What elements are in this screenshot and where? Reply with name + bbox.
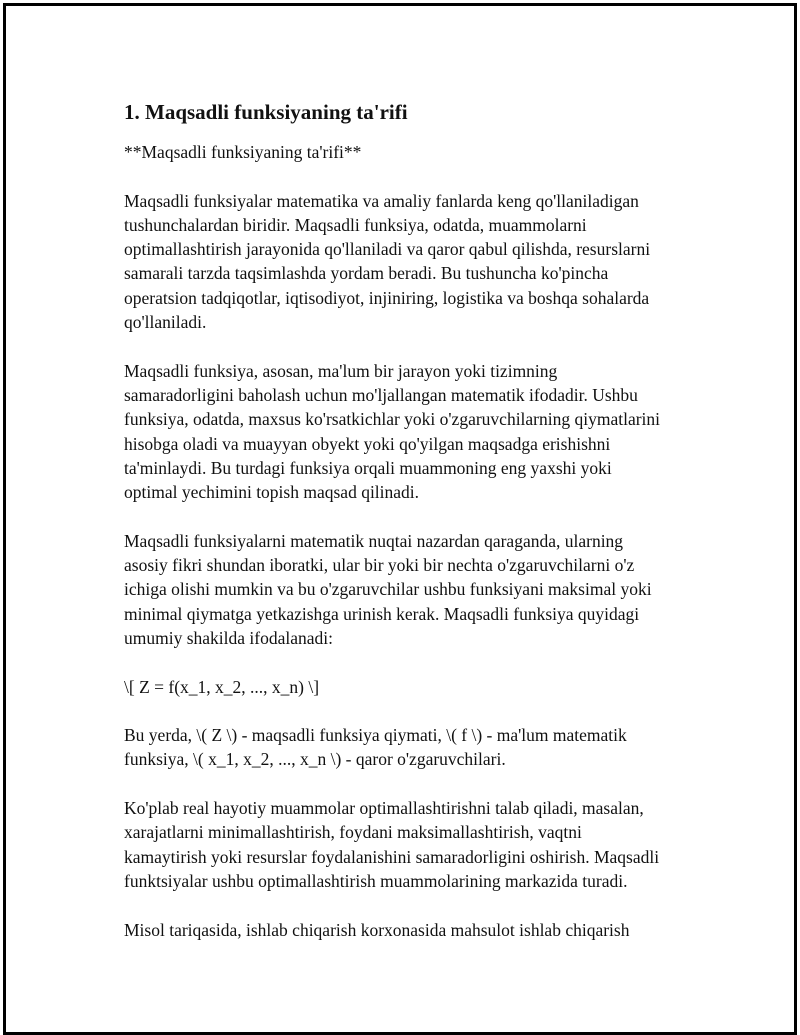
paragraph	[124, 918, 704, 942]
text-line: xarajatlarni minimallashtirish, foydani maksimallashtirish, vaqtni	[124, 822, 582, 843]
text-line: \[ Z = f(x_1, x_2, ..., x_n) \]	[124, 676, 320, 697]
paragraph	[124, 140, 704, 164]
text-line: funktsiyalar ushbu optimallashtirish muammolarining markazida turadi.	[124, 870, 628, 891]
paragraph	[124, 189, 704, 335]
text-line: optimal yechimini topish maqsad qilinadi.	[124, 482, 420, 503]
text-line: Bu yerda, \( Z \) - maqsadli funksiya qiymati, \( f \) - ma'lum matematik	[124, 725, 627, 746]
text-line: hisobga oladi va muayyan obyekt yoki qo'yilgan maqsadga erishishni	[124, 433, 611, 454]
paragraph	[124, 359, 704, 505]
text-line: samaradorligini baholash uchun mo'ljallangan matematik ifodadir. Ushbu	[124, 384, 638, 405]
text-line: minimal qiymatga yetkazishga urinish kerak. Maqsadli funksiya quyidagi	[124, 603, 640, 624]
text-line: operatsion tadqiqotlar, iqtisodiyot, injiniring, logistika va boshqa sohalarda	[124, 287, 650, 308]
paragraph	[124, 675, 704, 699]
text-line: kamaytirish yoki resurslar foydalanishini samaradorligini oshirish. Maqsadli	[124, 846, 660, 867]
text-line: tushunchalardan biridir. Maqsadli funksiya, odatda, muammolarni	[124, 214, 587, 235]
text-line: ichiga olishi mumkin va bu o'zgaruvchilar ushbu funksiyani maksimal yoki	[124, 579, 652, 600]
page-frame	[3, 3, 797, 1035]
text-line: qo'llaniladi.	[124, 312, 207, 333]
text-line: asosiy fikri shundan iboratki, ular bir yoki bir nechta o'zgaruvchilarni o'z	[124, 555, 635, 576]
text-line: Misol tariqasida, ishlab chiqarish korxonasida mahsulot ishlab chiqarish	[124, 919, 630, 940]
text-line: Maqsadli funksiyalar matematika va amaliy fanlarda keng qo'llaniladigan	[124, 190, 639, 211]
paragraph	[124, 723, 704, 772]
text-line: samarali tarzda taqsimlashda yordam beradi. Bu tushuncha ko'pincha	[124, 263, 609, 284]
paragraph	[124, 796, 704, 893]
text-line: umumiy shakilda ifodalanadi:	[124, 627, 333, 648]
section-heading: 1. Maqsadli funksiyaning ta'rifi	[124, 100, 408, 124]
text-line: Maqsadli funksiyalarni matematik nuqtai nazardan qaraganda, ularning	[124, 530, 624, 551]
text-line: funksiya, odatda, maxsus ko'rsatkichlar yoki o'zgaruvchilarning qiymatlarini	[124, 409, 661, 430]
text-line: ta'minlaydi. Bu turdagi funksiya orqali muammoning eng yaxshi yoki	[124, 457, 612, 478]
paragraph-list	[124, 140, 704, 942]
text-line: optimallashtirish jarayonida qo'llaniladi va qaror qabul qilishda, resurslarni	[124, 239, 651, 260]
text-line: Ko'plab real hayotiy muammolar optimallashtirishni talab qiladi, masalan,	[124, 798, 644, 819]
document-body	[124, 98, 704, 966]
text-line: Maqsadli funksiya, asosan, ma'lum bir jarayon yoki tizimning	[124, 360, 558, 381]
text-line: funksiya, \( x_1, x_2, ..., x_n \) - qaror o'zgaruvchilari.	[124, 749, 506, 770]
paragraph	[124, 529, 704, 650]
text-line: **Maqsadli funksiyaning ta'rifi**	[124, 142, 362, 162]
